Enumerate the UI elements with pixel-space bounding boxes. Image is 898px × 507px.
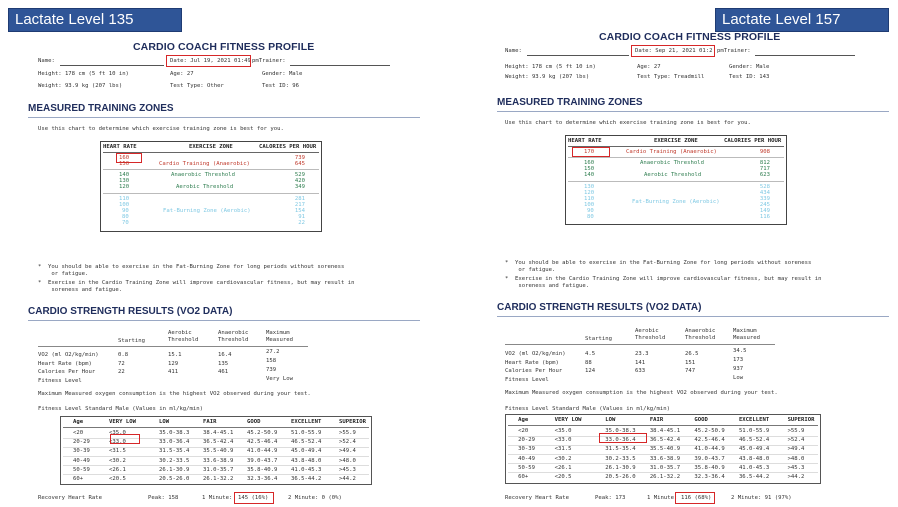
note-bullet-1: *	[38, 264, 42, 270]
recovery-1min-value: 145 (16%)	[238, 495, 269, 501]
fitness-cell: <31.5	[554, 446, 572, 453]
note-bullet-2: *	[38, 280, 42, 286]
recovery-highlight	[234, 492, 274, 504]
report-right: Lactate Level 157 CARDIO COACH FITNESS PROFILE Name: Date: Sep 21, 2021 01:2 pmTrainer: Height: 178 cm (5 ft 10 in) Age: 27 Gender: Male Weight: 93.9 kg (207 lbs) Test Type: Treadmill Test ID: 143 MEASURED TRAINING ZONES Use this chart to determine which exercise training zone is best for you. HEART RATE EXERCISE ZONE CALORIES PER HOUR 170 Cardio Training (Anaerobic) 908 160 150 140 Anaerobic Threshold Aerobic Threshold 812 717 623 130 120 110 100 90 80 Fat-Burning Zone (Aerobic) 528 434 339 245 149 116 * You should be able to exercise in the Fat-Burning Zone for long periods without soreness or fatigue. * Exercise in the Cardio Training Zone will improve cardiovascular fitness, but may result in soreness and fatigue. CARDIO STRENGTH RESULTS (VO2 DATA) Starting Aerobic Threshold Anaerobic Threshold Maximum Measured VO2 (ml O2/kg/min) Heart Rate (bpm) Calories Per Hour Fitness Level 4.5 88 124 23.3 141 633 26.5 151 747 34.5 173 937 Low Maximum Measured oxygen consumption is the highest VO2 observed during your test. Fitness Level Standard Male (Values in ml/kg/min) Age VERY LOW LOW FAIR GOOD EXCELLENT SUPERIOR <20 <35.0 35.0-38.3 38.4-45.1 45.2-50.9 51.0-55.9 >55.9 20-29 <33.0 33.0-36.4 36.5-42.4 42.5-46.4 46.5-52.4 >52.4 30-39 <31.5 31.5-35.4 35.5-40.9 41.0-44.9 45.0-49.4 >49.4 40-49 <30.2 30.2-33.5 33.6-38.9 39.0-43.7 43.8-48.0 >48.0 50-59 <26.1 26.1-30.9 31.0-35.7 35.8-40.9 41.0-45.3 >45.3 60+ <20.5 20.5-26.0 26.1-32.2 32.3-36.4 36.5-44.2 >44.2 Recovery Heart Rate Peak: 173 1 Minute: 116 (68%) 2 Minute: 91 (97%)	[449, 0, 898, 507]
fitness-cell: 41.0-44.9	[694, 446, 725, 453]
fitness-cell: 41.0-45.3	[738, 464, 770, 471]
fitness-cell: 31.0-35.7	[649, 464, 681, 471]
col-anaerobic: Anaerobic Threshold	[685, 328, 716, 341]
fitness-cell: 20.5-26.0	[605, 474, 636, 480]
fitness-cell: <33.0	[109, 439, 126, 446]
aerobic-threshold-label: Aerobic Threshold	[644, 172, 702, 178]
weight: Weight: 93.9 kg (207 lbs)	[38, 83, 123, 89]
fitness-cell: 35.8-40.9	[247, 466, 278, 473]
fitness-cell: 30.2-33.5	[159, 457, 190, 464]
test-type: Test Type: Treadmill	[637, 74, 705, 80]
fitness-cell: 26.1-32.2	[649, 474, 681, 480]
fitness-cell: <33.0	[554, 437, 572, 444]
lactate-banner: Lactate Level 157	[715, 8, 889, 32]
note-fat-burning: You should be able to exercise in the Fat-Burning Zone for long periods without soreness or fatigue.	[48, 264, 345, 277]
fitness-cell: 36.5-42.4	[203, 439, 234, 446]
recovery-1min-label: 1 Minute:	[202, 495, 233, 501]
fitness-cell: 35.5-40.9	[203, 448, 234, 455]
fitness-cell: 45.0-49.4	[738, 446, 770, 453]
aerobic-threshold-label: Aerobic Threshold	[176, 184, 234, 190]
fitness-cell: 51.0-55.9	[738, 428, 770, 434]
standard-title: Fitness Level Standard Male (Values in ml/kg/min)	[505, 406, 671, 412]
fitness-cell: <31.5	[109, 448, 126, 455]
recovery-1min-value: 116 (68%)	[681, 495, 712, 501]
age: Age: 27	[170, 71, 194, 77]
recovery-1min-label: 1 Minute:	[647, 495, 678, 501]
fitness-header-3: FAIR	[649, 417, 664, 423]
fitness-cell: >45.3	[339, 466, 356, 473]
profile-title: CARDIO COACH FITNESS PROFILE	[133, 41, 315, 53]
fitness-cell-highlight	[599, 433, 647, 443]
zones-title: MEASURED TRAINING ZONES	[497, 97, 643, 108]
note-fat-burning: You should be able to exercise in the Fat-Burning Zone for long periods without soreness or fatigue.	[515, 260, 812, 273]
trainer-label: pmTrainer:	[717, 48, 751, 54]
fitness-cell: 31.5-35.4	[159, 448, 190, 455]
fitness-cell: 26.1-32.2	[203, 476, 234, 482]
fitness-header-0: Age	[73, 419, 84, 425]
fitness-cell: <26.1	[109, 466, 126, 473]
fitness-cell: 33.6-38.9	[203, 457, 234, 464]
fitness-header-3: FAIR	[203, 419, 217, 425]
fitness-cell: 50-59	[73, 466, 90, 473]
fitness-cell: 20.5-26.0	[159, 476, 190, 482]
fitness-cell: 46.5-52.4	[738, 437, 770, 444]
recovery-peak: Peak: 173	[595, 495, 626, 501]
fitness-cell: >44.2	[787, 474, 805, 480]
col-anaerobic: Anaerobic Threshold	[218, 330, 249, 343]
report-left: Lactate Level 135 CARDIO COACH FITNESS PROFILE Name: Date: Jul 19, 2021 01:49 pmTrainer: Height: 178 cm (5 ft 10 in) Age: 27 Gender: Male Weight: 93.9 kg (207 lbs) Test Type: Other Test ID: 96 MEASURED TRAINING ZONES Use this chart to determine which exercise training zone is best for you. HEART RATE EXERCISE ZONE CALORIES PER HOUR 160 150 Cardio Training (Anaerobic) 739 645 140 130 120 Anaerobic Threshold Aerobic Threshold 529 420 349 110 100 90 80 70 Fat-Burning Zone (Aerobic) 281 217 154 91 22 * You should be able to exercise in the Fat-Burning Zone for long periods without soreness or fatigue. * Exercise in the Cardio Training Zone will improve cardiovascular fitness, but may result in soreness and fatigue. CARDIO STRENGTH RESULTS (VO2 DATA) Starting Aerobic Threshold Anaerobic Threshold Maximum Measured VO2 (ml O2/kg/min) Heart Rate (bpm) Calories Per Hour Fitness Level 0.8 72 22 15.1 129 411 16.4 135 461 27.2 158 739 Very Low Maximum Measured oxygen consumption is the highest VO2 observed during your test. Fitness Level Standard Male (Values in ml/kg/min) Age VERY LOW LOW FAIR GOOD EXCELLENT SUPERIOR <20 <35.0 35.0-38.3 38.4-45.1 45.2-50.9 51.0-55.9 >55.9 20-29 <33.0 33.0-36.4 36.5-42.4 42.5-46.4 46.5-52.4 >52.4 30-39 <31.5 31.5-35.4 35.5-40.9 41.0-44.9 45.0-49.4 >49.4 40-49 <30.2 30.2-33.5 33.6-38.9 39.0-43.7 43.8-48.0 >48.0 50-59 <26.1 26.1-30.9 31.0-35.7 35.8-40.9 41.0-45.3 >45.3 60+ <20.5 20.5-26.0 26.1-32.2 32.3-36.4 36.5-44.2 >44.2 Recovery Heart Rate Peak: 158 1 Minute: 145 (16%) 2 Minute: 0 (0%)	[0, 0, 449, 507]
fitness-cell: 32.3-36.4	[247, 476, 278, 482]
zones-intro: Use this chart to determine which exercise training zone is best for you.	[38, 126, 284, 132]
fitness-cell: 45.0-49.4	[291, 448, 322, 455]
fitness-cell: <30.2	[109, 457, 126, 464]
fitness-cell: 40-49	[73, 457, 90, 464]
test-date: Date: Jul 19, 2021 01:49	[170, 58, 251, 64]
fitness-cell: <30.2	[554, 455, 572, 462]
age: Age: 27	[637, 64, 661, 70]
recovery-2min: 2 Minute: 91 (97%)	[731, 495, 792, 501]
fitness-cell: <20.5	[109, 476, 126, 482]
fitness-cell: >48.0	[787, 455, 805, 462]
fitness-cell: 35.0-38.3	[159, 430, 190, 436]
fitness-cell: 46.5-52.4	[291, 439, 322, 446]
fitness-cell: <20.5	[554, 474, 572, 480]
fitness-header-2: LOW	[605, 417, 616, 423]
test-type: Test Type: Other	[170, 83, 224, 89]
anaerobic-threshold-label: Anaerobic Threshold	[171, 172, 235, 178]
fitness-header-6: SUPERIOR	[787, 417, 815, 423]
fitness-cell: 35.5-40.9	[649, 446, 681, 453]
fitness-cell: 36.5-42.4	[649, 437, 681, 444]
test-date: Date: Sep 21, 2021 01:2	[635, 48, 713, 54]
zones-table: HEART RATE EXERCISE ZONE CALORIES PER HOUR 170 Cardio Training (Anaerobic) 908 160 150 140 Anaerobic Threshold Aerobic Threshold 812 717 623 130 120 110 100 90 80 Fat-Burning Zone (Aerobic) 528 434 339 245 149 116	[565, 135, 787, 225]
fitness-standard-table	[505, 414, 821, 484]
gender: Gender: Male	[729, 64, 770, 70]
standard-title: Fitness Level Standard Male (Values in ml/kg/min)	[38, 406, 204, 412]
fitness-cell: >49.4	[339, 448, 356, 455]
fitness-cell: <26.1	[554, 464, 572, 471]
fitness-cell: <20	[518, 428, 529, 434]
fitness-cell: 39.0-43.7	[247, 457, 278, 464]
fitness-cell: >55.9	[787, 428, 805, 434]
test-id: Test ID: 143	[729, 74, 770, 80]
strength-title: CARDIO STRENGTH RESULTS (VO2 DATA)	[497, 302, 702, 313]
fitness-header-1: VERY LOW	[109, 419, 136, 425]
fat-burning-zone-label: Fat-Burning Zone (Aerobic)	[632, 199, 720, 205]
fitness-cell: 41.0-44.9	[247, 448, 278, 455]
note-bullet-2: *	[505, 276, 509, 282]
fitness-header-4: GOOD	[694, 417, 708, 423]
fitness-cell: 33.6-38.9	[649, 455, 681, 462]
fitness-cell: 33.0-36.4	[605, 437, 636, 444]
fitness-header-4: GOOD	[247, 419, 261, 425]
fitness-cell-highlight	[110, 434, 140, 444]
fitness-cell: 38.4-45.1	[649, 428, 681, 434]
max-note: Maximum Measured oxygen consumption is the highest VO2 observed during your test.	[505, 390, 778, 396]
zones-title: MEASURED TRAINING ZONES	[28, 103, 174, 114]
fitness-cell: 38.4-45.1	[203, 430, 234, 436]
fitness-header-5: EXCELLENT	[291, 419, 322, 425]
fitness-cell: 43.8-48.0	[738, 455, 770, 462]
name-label: Name:	[505, 48, 522, 54]
fitness-cell: >44.2	[339, 476, 356, 482]
height: Height: 178 cm (5 ft 10 in)	[505, 64, 596, 70]
col-starting: Starting	[118, 338, 145, 344]
strength-title: CARDIO STRENGTH RESULTS (VO2 DATA)	[28, 306, 233, 317]
fitness-cell: <35.0	[109, 430, 126, 436]
fitness-cell: 31.0-35.7	[203, 466, 234, 473]
fitness-standard-table	[60, 416, 372, 485]
fitness-cell: 42.5-46.4	[247, 439, 278, 446]
recovery-label: Recovery Heart Rate	[38, 495, 102, 501]
fitness-cell: 45.2-50.9	[247, 430, 278, 436]
lactate-banner: Lactate Level 135	[8, 8, 182, 32]
fitness-cell: 30.2-33.5	[605, 455, 636, 462]
col-maximum: Maximum Measured	[733, 328, 760, 341]
fitness-header-1: VERY LOW	[554, 417, 582, 423]
fitness-cell: 32.3-36.4	[694, 474, 725, 480]
fitness-cell: 30-39	[73, 448, 90, 455]
recovery-2min: 2 Minute: 0 (0%)	[288, 495, 342, 501]
recovery-highlight	[675, 492, 715, 504]
fitness-cell: 20-29	[518, 437, 535, 444]
fitness-cell: >49.4	[787, 446, 805, 453]
cardio-zone-label: Cardio Training (Anaerobic)	[159, 161, 250, 167]
fitness-cell: >45.3	[787, 464, 805, 471]
fitness-cell: 20-29	[73, 439, 90, 446]
height: Height: 178 cm (5 ft 10 in)	[38, 71, 129, 77]
fitness-cell: 45.2-50.9	[694, 428, 725, 434]
col-maximum: Maximum Measured	[266, 330, 293, 343]
fitness-cell: 43.8-48.0	[291, 457, 322, 464]
name-label: Name:	[38, 58, 55, 64]
trainer-label: pmTrainer:	[252, 58, 286, 64]
fitness-cell: 40-49	[518, 455, 535, 462]
fat-burning-zone-label: Fat-Burning Zone (Aerobic)	[163, 208, 251, 214]
weight: Weight: 93.9 kg (207 lbs)	[505, 74, 590, 80]
recovery-peak: Peak: 158	[148, 495, 179, 501]
note-cardio: Exercise in the Cardio Training Zone will improve cardiovascular fitness, but may result in soreness and fatigue.	[515, 276, 822, 289]
fitness-cell: >48.0	[339, 457, 356, 464]
fitness-cell: 33.0-36.4	[159, 439, 190, 446]
fitness-cell: <20	[73, 430, 84, 436]
anaerobic-threshold-label: Anaerobic Threshold	[640, 160, 704, 166]
gender: Gender: Male	[262, 71, 303, 77]
fitness-cell: 60+	[518, 474, 529, 480]
fitness-cell: 51.0-55.9	[291, 430, 322, 436]
fitness-level-value: Low	[733, 375, 744, 381]
fitness-cell: 35.0-38.3	[605, 428, 636, 434]
fitness-cell: 50-59	[518, 464, 535, 471]
fitness-cell: >55.9	[339, 430, 356, 436]
fitness-cell: 41.0-45.3	[291, 466, 322, 473]
zones-table: HEART RATE EXERCISE ZONE CALORIES PER HOUR 160 150 Cardio Training (Anaerobic) 739 645 140 130 120 Anaerobic Threshold Aerobic Threshold 529 420 349 110 100 90 80 70 Fat-Burning Zone (Aerobic) 281 217 154 91 22	[100, 141, 322, 232]
col-aerobic: Aerobic Threshold	[635, 328, 666, 341]
fitness-cell: >52.4	[787, 437, 805, 444]
fitness-header-5: EXCELLENT	[738, 417, 770, 423]
col-starting: Starting	[585, 336, 612, 342]
fitness-cell: 31.5-35.4	[605, 446, 636, 453]
fitness-cell: <35.0	[554, 428, 572, 434]
profile-title: CARDIO COACH FITNESS PROFILE	[599, 31, 781, 43]
zones-intro: Use this chart to determine which exercise training zone is best for you.	[505, 120, 751, 126]
note-bullet-1: *	[505, 260, 509, 266]
fitness-header-6: SUPERIOR	[339, 419, 366, 425]
date-highlight	[631, 45, 715, 57]
fitness-cell: 35.8-40.9	[694, 464, 725, 471]
fitness-cell: 36.5-44.2	[738, 474, 770, 480]
fitness-header-2: LOW	[159, 419, 170, 425]
fitness-header-0: Age	[518, 417, 529, 423]
fitness-cell: 26.1-30.9	[605, 464, 636, 471]
cardio-zone-label: Cardio Training (Anaerobic)	[626, 149, 717, 155]
recovery-label: Recovery Heart Rate	[505, 495, 569, 501]
col-aerobic: Aerobic Threshold	[168, 330, 199, 343]
note-cardio: Exercise in the Cardio Training Zone will improve cardiovascular fitness, but may result in soreness and fatigue.	[48, 280, 355, 293]
test-id: Test ID: 96	[262, 83, 300, 89]
fitness-cell: 26.1-30.9	[159, 466, 190, 473]
fitness-cell: 30-39	[518, 446, 535, 453]
date-highlight	[166, 55, 251, 67]
fitness-cell: 42.5-46.4	[694, 437, 725, 444]
max-note: Maximum Measured oxygen consumption is the highest VO2 observed during your test.	[38, 391, 311, 397]
fitness-cell: 60+	[73, 476, 84, 482]
fitness-level-value: Very Low	[266, 376, 293, 382]
fitness-cell: >52.4	[339, 439, 356, 446]
fitness-cell: 36.5-44.2	[291, 476, 322, 482]
fitness-cell: 39.0-43.7	[694, 455, 725, 462]
